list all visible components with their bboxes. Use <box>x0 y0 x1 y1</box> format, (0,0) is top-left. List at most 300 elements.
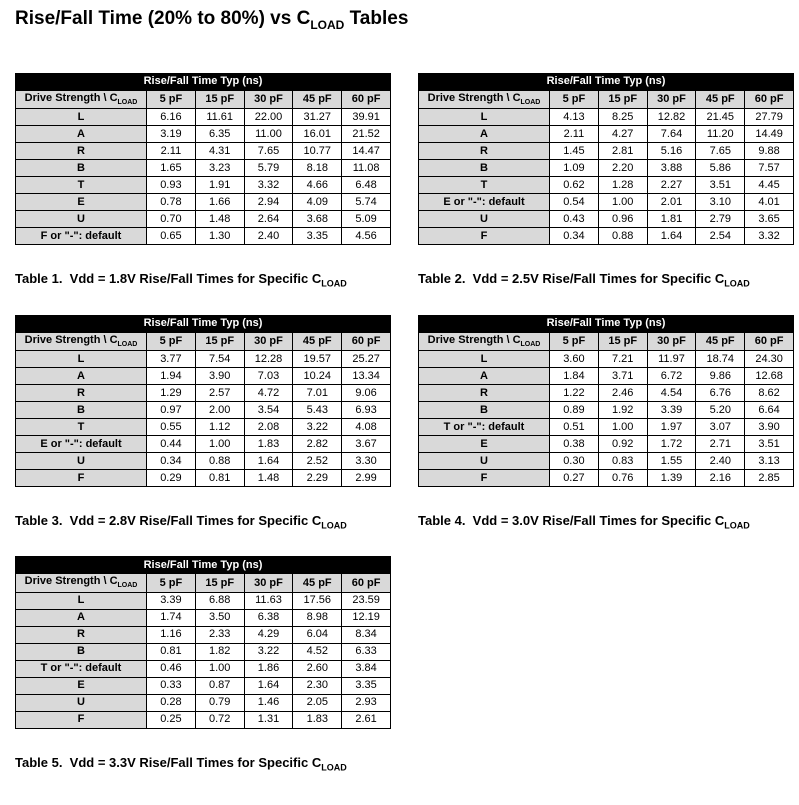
time-value-cell: 0.96 <box>598 211 647 228</box>
time-value-cell: 3.54 <box>244 401 293 418</box>
time-value-cell: 1.83 <box>293 711 342 728</box>
time-value-cell: 5.16 <box>647 143 696 160</box>
time-value-cell: 0.27 <box>550 469 599 486</box>
table-row <box>419 384 794 401</box>
table-row <box>419 401 794 418</box>
time-value-cell: 1.66 <box>195 194 244 211</box>
time-value-cell: 1.72 <box>647 435 696 452</box>
time-value-cell: 5.09 <box>342 211 391 228</box>
corner-header <box>16 332 147 350</box>
time-value-cell: 1.97 <box>647 418 696 435</box>
time-value-cell: 1.00 <box>598 194 647 211</box>
table-row <box>16 143 391 160</box>
time-value-cell: 3.60 <box>550 350 599 367</box>
col-header-15pf: 15 pF <box>598 332 647 350</box>
time-value-cell: 0.87 <box>195 677 244 694</box>
rise-fall-table-5 <box>15 556 391 728</box>
time-value-cell: 8.34 <box>342 626 391 643</box>
time-value-cell: 12.82 <box>647 109 696 126</box>
table-row <box>419 194 794 211</box>
col-header-30pf: 30 pF <box>244 90 293 108</box>
time-value-cell: 2.05 <box>293 694 342 711</box>
drive-strength-cell: U <box>419 452 550 469</box>
time-value-cell: 4.08 <box>342 418 391 435</box>
time-value-cell: 0.44 <box>147 435 196 452</box>
time-value-cell: 3.51 <box>745 435 794 452</box>
time-value-cell: 21.45 <box>696 109 745 126</box>
col-header-5pf: 5 pF <box>147 90 196 108</box>
table-row <box>16 626 391 643</box>
time-value-cell: 2.52 <box>293 452 342 469</box>
time-value-cell: 4.72 <box>244 384 293 401</box>
col-header-5pf: 5 pF <box>550 90 599 108</box>
time-value-cell: 2.08 <box>244 418 293 435</box>
time-value-cell: 4.31 <box>195 143 244 160</box>
time-value-cell: 0.38 <box>550 435 599 452</box>
table-row <box>16 469 391 486</box>
time-value-cell: 4.56 <box>342 228 391 245</box>
caption-text: Table 1. Vdd = 1.8V Rise/Fall Times for Specific C <box>15 271 322 287</box>
time-value-cell: 3.39 <box>147 592 196 609</box>
table-row <box>419 109 794 126</box>
time-value-cell: 7.54 <box>195 350 244 367</box>
time-value-cell: 6.93 <box>342 401 391 418</box>
col-header-60pf: 60 pF <box>745 90 794 108</box>
time-value-cell: 5.43 <box>293 401 342 418</box>
col-header-5pf: 5 pF <box>147 574 196 592</box>
table-row <box>419 177 794 194</box>
table-body <box>419 109 794 245</box>
page-title <box>15 8 799 32</box>
table-row <box>16 194 391 211</box>
time-value-cell: 2.20 <box>598 160 647 177</box>
time-value-cell: 0.92 <box>598 435 647 452</box>
drive-strength-cell: U <box>419 211 550 228</box>
time-value-cell: 6.35 <box>195 126 244 143</box>
time-value-cell: 2.16 <box>696 469 745 486</box>
table-caption-1 <box>15 271 391 289</box>
time-value-cell: 6.16 <box>147 109 196 126</box>
corner-header-text: Drive Strength \ C <box>427 333 521 346</box>
table-row <box>16 228 391 245</box>
time-value-cell: 23.59 <box>342 592 391 609</box>
drive-strength-cell: B <box>16 643 147 660</box>
time-value-cell: 14.47 <box>342 143 391 160</box>
time-value-cell: 0.97 <box>147 401 196 418</box>
table-body <box>16 109 391 245</box>
time-value-cell: 1.28 <box>598 177 647 194</box>
time-value-cell: 2.27 <box>647 177 696 194</box>
rise-fall-table-1 <box>15 73 391 245</box>
time-value-cell: 6.48 <box>342 177 391 194</box>
caption-subscript: LOAD <box>321 278 347 289</box>
time-value-cell: 4.45 <box>745 177 794 194</box>
caption-subscript: LOAD <box>724 278 750 289</box>
drive-strength-cell: F <box>419 228 550 245</box>
time-value-cell: 13.34 <box>342 367 391 384</box>
time-value-cell: 3.77 <box>147 350 196 367</box>
time-value-cell: 3.90 <box>745 418 794 435</box>
time-value-cell: 0.46 <box>147 660 196 677</box>
corner-header-text: Drive Strength \ C <box>24 91 118 104</box>
time-value-cell: 12.19 <box>342 609 391 626</box>
time-value-cell: 9.88 <box>745 143 794 160</box>
time-value-cell: 10.24 <box>293 367 342 384</box>
tables-row-2 <box>15 315 799 531</box>
time-value-cell: 0.33 <box>147 677 196 694</box>
time-value-cell: 1.94 <box>147 367 196 384</box>
corner-header <box>419 90 550 108</box>
time-value-cell: 1.30 <box>195 228 244 245</box>
time-value-cell: 8.25 <box>598 109 647 126</box>
col-header-60pf: 60 pF <box>342 90 391 108</box>
table-row <box>16 711 391 728</box>
time-value-cell: 2.29 <box>293 469 342 486</box>
drive-strength-cell: U <box>16 452 147 469</box>
time-value-cell: 11.20 <box>696 126 745 143</box>
table-row <box>16 660 391 677</box>
page-title-subscript: LOAD <box>310 17 345 32</box>
table-row <box>16 177 391 194</box>
time-value-cell: 3.32 <box>244 177 293 194</box>
table-caption-5 <box>15 755 391 773</box>
time-value-cell: 1.55 <box>647 452 696 469</box>
table-body <box>419 350 794 486</box>
time-value-cell: 0.51 <box>550 418 599 435</box>
time-value-cell: 31.27 <box>293 109 342 126</box>
time-value-cell: 8.18 <box>293 160 342 177</box>
col-header-30pf: 30 pF <box>647 332 696 350</box>
table-row <box>16 677 391 694</box>
col-header-45pf: 45 pF <box>293 332 342 350</box>
time-value-cell: 0.55 <box>147 418 196 435</box>
time-value-cell: 1.64 <box>244 677 293 694</box>
corner-header <box>16 574 147 592</box>
time-value-cell: 12.28 <box>244 350 293 367</box>
time-value-cell: 0.88 <box>598 228 647 245</box>
time-value-cell: 2.93 <box>342 694 391 711</box>
time-value-cell: 0.70 <box>147 211 196 228</box>
table-band-title: Rise/Fall Time Typ (ns) <box>419 73 794 90</box>
time-value-cell: 22.00 <box>244 109 293 126</box>
time-value-cell: 0.88 <box>195 452 244 469</box>
col-header-15pf: 15 pF <box>195 332 244 350</box>
drive-strength-cell: A <box>419 367 550 384</box>
time-value-cell: 7.64 <box>647 126 696 143</box>
time-value-cell: 1.64 <box>647 228 696 245</box>
time-value-cell: 3.50 <box>195 609 244 626</box>
time-value-cell: 1.46 <box>244 694 293 711</box>
drive-strength-cell: R <box>16 626 147 643</box>
time-value-cell: 6.04 <box>293 626 342 643</box>
time-value-cell: 2.46 <box>598 384 647 401</box>
table-row <box>16 367 391 384</box>
time-value-cell: 0.81 <box>147 643 196 660</box>
table-group-5 <box>15 556 391 772</box>
drive-strength-cell: L <box>16 350 147 367</box>
table-band-title: Rise/Fall Time Typ (ns) <box>16 73 391 90</box>
drive-strength-cell: F <box>16 711 147 728</box>
table-band-title: Rise/Fall Time Typ (ns) <box>16 557 391 574</box>
time-value-cell: 2.33 <box>195 626 244 643</box>
time-value-cell: 4.13 <box>550 109 599 126</box>
table-group-3 <box>15 315 391 531</box>
time-value-cell: 6.38 <box>244 609 293 626</box>
time-value-cell: 11.97 <box>647 350 696 367</box>
drive-strength-cell: A <box>16 126 147 143</box>
time-value-cell: 2.60 <box>293 660 342 677</box>
col-header-45pf: 45 pF <box>696 332 745 350</box>
table-row <box>419 228 794 245</box>
time-value-cell: 0.65 <box>147 228 196 245</box>
corner-header-text: Drive Strength \ C <box>24 333 118 346</box>
table-row <box>419 367 794 384</box>
time-value-cell: 1.83 <box>244 435 293 452</box>
table-row <box>16 126 391 143</box>
drive-strength-cell: T or "-": default <box>16 660 147 677</box>
drive-strength-cell: T <box>419 177 550 194</box>
col-header-60pf: 60 pF <box>342 574 391 592</box>
time-value-cell: 39.91 <box>342 109 391 126</box>
corner-header-subscript: LOAD <box>117 582 138 590</box>
time-value-cell: 4.66 <box>293 177 342 194</box>
time-value-cell: 4.01 <box>745 194 794 211</box>
table-row <box>419 126 794 143</box>
time-value-cell: 3.65 <box>745 211 794 228</box>
table-row <box>419 160 794 177</box>
time-value-cell: 6.72 <box>647 367 696 384</box>
drive-strength-cell: B <box>16 401 147 418</box>
drive-strength-cell: F or "-": default <box>16 228 147 245</box>
corner-header-subscript: LOAD <box>520 98 541 106</box>
time-value-cell: 4.27 <box>598 126 647 143</box>
time-value-cell: 1.16 <box>147 626 196 643</box>
time-value-cell: 1.82 <box>195 643 244 660</box>
time-value-cell: 6.64 <box>745 401 794 418</box>
time-value-cell: 3.68 <box>293 211 342 228</box>
corner-header <box>419 332 550 350</box>
page-title-text: Rise/Fall Time (20% to 80%) vs C <box>15 8 311 29</box>
time-value-cell: 24.30 <box>745 350 794 367</box>
time-value-cell: 3.13 <box>745 452 794 469</box>
time-value-cell: 0.43 <box>550 211 599 228</box>
caption-subscript: LOAD <box>321 762 347 773</box>
time-value-cell: 0.76 <box>598 469 647 486</box>
table-row <box>16 211 391 228</box>
table-caption-3 <box>15 513 391 531</box>
time-value-cell: 2.01 <box>647 194 696 211</box>
table-row <box>16 401 391 418</box>
drive-strength-cell: E <box>16 677 147 694</box>
time-value-cell: 1.92 <box>598 401 647 418</box>
time-value-cell: 9.86 <box>696 367 745 384</box>
time-value-cell: 1.48 <box>244 469 293 486</box>
time-value-cell: 1.29 <box>147 384 196 401</box>
rise-fall-table-3 <box>15 315 391 487</box>
time-value-cell: 3.39 <box>647 401 696 418</box>
page-title-suffix: Tables <box>344 8 409 29</box>
time-value-cell: 3.51 <box>696 177 745 194</box>
time-value-cell: 1.00 <box>598 418 647 435</box>
drive-strength-cell: L <box>16 592 147 609</box>
time-value-cell: 0.78 <box>147 194 196 211</box>
time-value-cell: 0.72 <box>195 711 244 728</box>
table-band-title: Rise/Fall Time Typ (ns) <box>419 315 794 332</box>
tables-row-3 <box>15 556 799 772</box>
time-value-cell: 3.84 <box>342 660 391 677</box>
col-header-5pf: 5 pF <box>147 332 196 350</box>
time-value-cell: 1.64 <box>244 452 293 469</box>
time-value-cell: 2.71 <box>696 435 745 452</box>
drive-strength-cell: A <box>419 126 550 143</box>
caption-text: Table 5. Vdd = 3.3V Rise/Fall Times for Specific C <box>15 754 322 770</box>
table-row <box>16 452 391 469</box>
table-row <box>16 384 391 401</box>
drive-strength-cell: A <box>16 367 147 384</box>
time-value-cell: 1.48 <box>195 211 244 228</box>
time-value-cell: 5.20 <box>696 401 745 418</box>
time-value-cell: 2.40 <box>244 228 293 245</box>
drive-strength-cell: E or "-": default <box>16 435 147 452</box>
col-header-45pf: 45 pF <box>696 90 745 108</box>
time-value-cell: 11.63 <box>244 592 293 609</box>
time-value-cell: 1.12 <box>195 418 244 435</box>
corner-header-subscript: LOAD <box>520 340 541 348</box>
time-value-cell: 2.11 <box>147 143 196 160</box>
table-row <box>16 694 391 711</box>
time-value-cell: 7.01 <box>293 384 342 401</box>
table-band-title: Rise/Fall Time Typ (ns) <box>16 315 391 332</box>
time-value-cell: 6.88 <box>195 592 244 609</box>
time-value-cell: 1.00 <box>195 435 244 452</box>
time-value-cell: 1.65 <box>147 160 196 177</box>
time-value-cell: 3.07 <box>696 418 745 435</box>
time-value-cell: 2.00 <box>195 401 244 418</box>
time-value-cell: 3.10 <box>696 194 745 211</box>
time-value-cell: 2.54 <box>696 228 745 245</box>
time-value-cell: 0.79 <box>195 694 244 711</box>
table-row <box>419 350 794 367</box>
time-value-cell: 18.74 <box>696 350 745 367</box>
drive-strength-cell: L <box>419 350 550 367</box>
time-value-cell: 7.65 <box>696 143 745 160</box>
time-value-cell: 0.62 <box>550 177 599 194</box>
table-row <box>419 418 794 435</box>
time-value-cell: 0.25 <box>147 711 196 728</box>
time-value-cell: 2.11 <box>550 126 599 143</box>
time-value-cell: 3.71 <box>598 367 647 384</box>
time-value-cell: 11.61 <box>195 109 244 126</box>
time-value-cell: 16.01 <box>293 126 342 143</box>
drive-strength-cell: T or "-": default <box>419 418 550 435</box>
time-value-cell: 6.76 <box>696 384 745 401</box>
table-group-1 <box>15 73 391 289</box>
time-value-cell: 1.86 <box>244 660 293 677</box>
time-value-cell: 5.74 <box>342 194 391 211</box>
time-value-cell: 3.30 <box>342 452 391 469</box>
time-value-cell: 1.00 <box>195 660 244 677</box>
drive-strength-cell: L <box>419 109 550 126</box>
time-value-cell: 3.19 <box>147 126 196 143</box>
time-value-cell: 0.28 <box>147 694 196 711</box>
time-value-cell: 2.81 <box>598 143 647 160</box>
drive-strength-cell: E <box>16 194 147 211</box>
time-value-cell: 3.32 <box>745 228 794 245</box>
table-row <box>419 452 794 469</box>
time-value-cell: 14.49 <box>745 126 794 143</box>
time-value-cell: 1.22 <box>550 384 599 401</box>
time-value-cell: 2.57 <box>195 384 244 401</box>
drive-strength-cell: T <box>16 177 147 194</box>
col-header-30pf: 30 pF <box>244 332 293 350</box>
time-value-cell: 2.64 <box>244 211 293 228</box>
time-value-cell: 2.79 <box>696 211 745 228</box>
time-value-cell: 10.77 <box>293 143 342 160</box>
col-header-45pf: 45 pF <box>293 90 342 108</box>
caption-text: Table 4. Vdd = 3.0V Rise/Fall Times for Specific C <box>418 512 725 528</box>
drive-strength-cell: F <box>419 469 550 486</box>
time-value-cell: 1.09 <box>550 160 599 177</box>
table-group-4 <box>418 315 794 531</box>
table-row <box>16 609 391 626</box>
col-header-15pf: 15 pF <box>195 90 244 108</box>
rise-fall-table-2 <box>418 73 794 245</box>
time-value-cell: 21.52 <box>342 126 391 143</box>
time-value-cell: 0.93 <box>147 177 196 194</box>
col-header-45pf: 45 pF <box>293 574 342 592</box>
drive-strength-cell: U <box>16 211 147 228</box>
table-row <box>419 469 794 486</box>
time-value-cell: 1.31 <box>244 711 293 728</box>
time-value-cell: 1.84 <box>550 367 599 384</box>
time-value-cell: 2.40 <box>696 452 745 469</box>
drive-strength-cell: R <box>16 143 147 160</box>
drive-strength-cell: A <box>16 609 147 626</box>
drive-strength-cell: L <box>16 109 147 126</box>
time-value-cell: 0.30 <box>550 452 599 469</box>
time-value-cell: 0.54 <box>550 194 599 211</box>
time-value-cell: 1.74 <box>147 609 196 626</box>
time-value-cell: 0.34 <box>147 452 196 469</box>
table-row <box>16 643 391 660</box>
time-value-cell: 7.21 <box>598 350 647 367</box>
time-value-cell: 2.94 <box>244 194 293 211</box>
time-value-cell: 3.22 <box>244 643 293 660</box>
time-value-cell: 0.81 <box>195 469 244 486</box>
drive-strength-cell: T <box>16 418 147 435</box>
tables-row-1 <box>15 73 799 289</box>
caption-subscript: LOAD <box>321 520 347 531</box>
time-value-cell: 0.83 <box>598 452 647 469</box>
col-header-60pf: 60 pF <box>745 332 794 350</box>
drive-strength-cell: B <box>419 401 550 418</box>
time-value-cell: 4.54 <box>647 384 696 401</box>
drive-strength-cell: B <box>419 160 550 177</box>
table-row <box>16 160 391 177</box>
drive-strength-cell: R <box>419 143 550 160</box>
table-row <box>16 592 391 609</box>
table-body <box>16 350 391 486</box>
table-caption-2 <box>418 271 794 289</box>
time-value-cell: 2.82 <box>293 435 342 452</box>
table-caption-4 <box>418 513 794 531</box>
col-header-5pf: 5 pF <box>550 332 599 350</box>
time-value-cell: 5.86 <box>696 160 745 177</box>
corner-header <box>16 90 147 108</box>
time-value-cell: 25.27 <box>342 350 391 367</box>
table-row <box>16 109 391 126</box>
time-value-cell: 3.23 <box>195 160 244 177</box>
